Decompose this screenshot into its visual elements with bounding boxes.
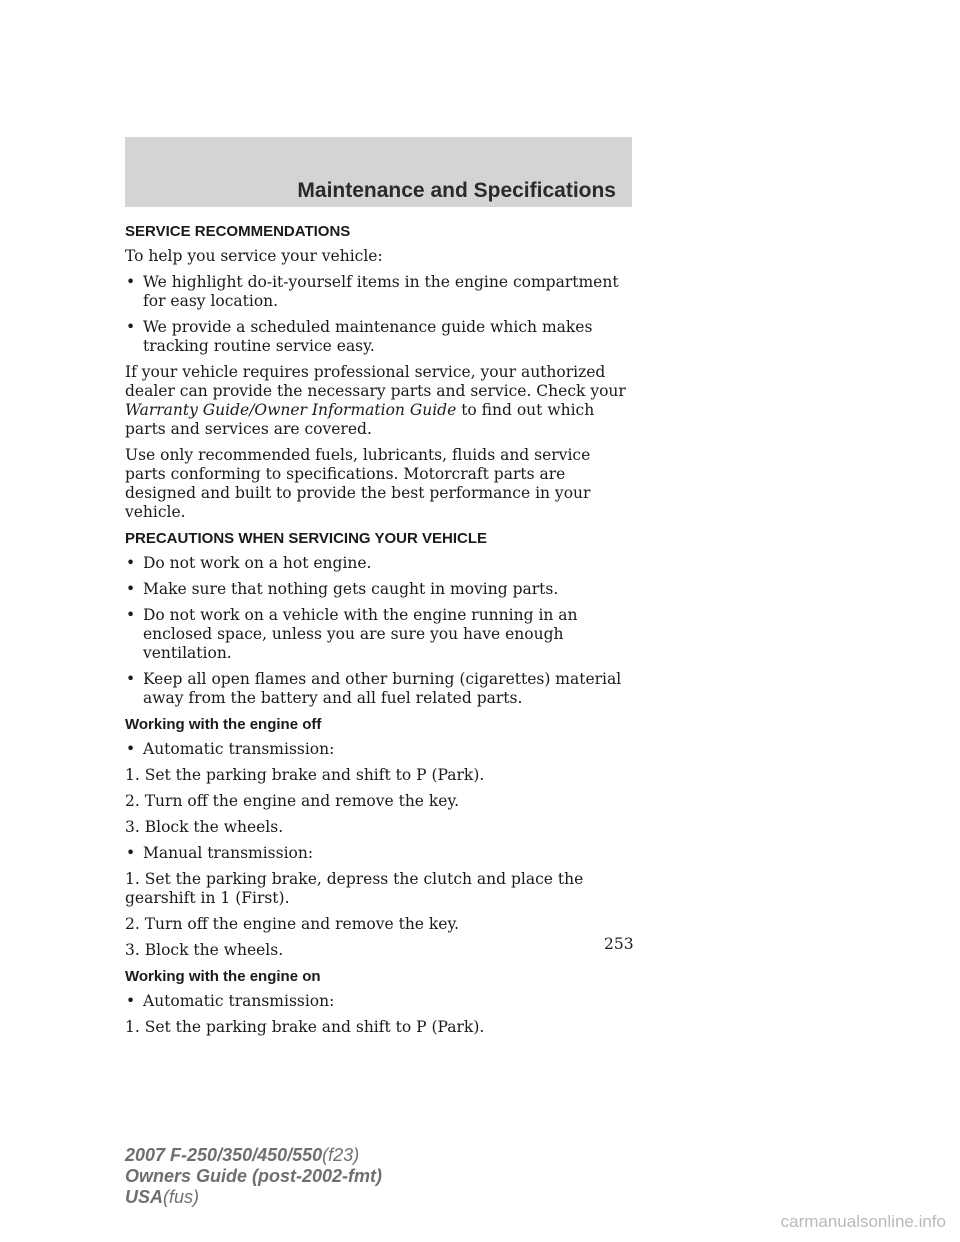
watermark-link[interactable]: carmanualsonline.info <box>780 1212 946 1231</box>
bullet-icon: • <box>126 318 136 336</box>
list-item <box>125 580 632 599</box>
bullet-icon: • <box>126 670 136 688</box>
list-item <box>125 740 632 759</box>
bullet-icon: • <box>126 580 136 598</box>
list-item <box>125 273 632 311</box>
bullet-icon: • <box>126 554 136 572</box>
page-number: 253 <box>604 935 634 953</box>
bullet-icon: • <box>126 740 136 758</box>
section-title: Maintenance and Specifications <box>297 179 616 202</box>
recommended-parts-paragraph: Use only recommended fuels, lubricants, fluids and service parts conforming to specifications. Motorcraft parts are designed and built to provide the best performance in your vehicle. <box>125 446 591 521</box>
bullet-icon: • <box>126 992 136 1010</box>
list-item <box>125 318 632 356</box>
step-item: 2. Turn off the engine and remove the key. <box>125 792 460 810</box>
list-item-text: Keep all open flames and other burning (cigarettes) material away from the battery and all fuel related parts. <box>143 670 622 707</box>
list-item <box>125 992 632 1011</box>
list-item-text: Manual transmission: <box>143 844 314 862</box>
document-footer <box>125 1145 382 1208</box>
step-item: 3. Block the wheels. <box>125 818 284 836</box>
list-item-text: Make sure that nothing gets caught in moving parts. <box>143 580 559 598</box>
list-item-text: Automatic transmission: <box>143 740 335 758</box>
step-item: 3. Block the wheels. <box>125 941 284 959</box>
footer-line <box>125 1145 382 1166</box>
footer-code: (f23) <box>322 1145 360 1165</box>
step-item: 1. Set the parking brake and shift to P (Park). <box>125 766 485 784</box>
list-item <box>125 670 632 708</box>
list-item <box>125 554 632 573</box>
list-item <box>125 606 632 663</box>
list-item-text: We highlight do-it-yourself items in the engine compartment for easy location. <box>143 273 619 310</box>
engine-off-heading: Working with the engine off <box>125 716 322 733</box>
footer-line <box>125 1187 382 1208</box>
step-item: 1. Set the parking brake and shift to P (Park). <box>125 1018 485 1036</box>
service-heading: SERVICE RECOMMENDATIONS <box>125 223 351 240</box>
page-content <box>125 222 632 1044</box>
list-item-text: Do not work on a vehicle with the engine running in an enclosed space, unless you are sure you have enough ventilation. <box>143 606 578 662</box>
footer-market: USA <box>125 1187 164 1207</box>
list-item <box>125 844 632 863</box>
paragraph-text: If your vehicle requires professional service, your authorized dealer can provide the necessary parts and service. Check your <box>125 363 626 400</box>
bullet-icon: • <box>126 844 136 862</box>
engine-on-heading: Working with the engine on <box>125 968 321 985</box>
bullet-icon: • <box>126 606 136 624</box>
list-item-text: Do not work on a hot engine. <box>143 554 372 572</box>
list-item-text: Automatic transmission: <box>143 992 335 1010</box>
precautions-heading: PRECAUTIONS WHEN SERVICING YOUR VEHICLE <box>125 530 487 547</box>
paragraph-text: to find out which parts and services are covered. <box>125 401 595 438</box>
step-item: 1. Set the parking brake, depress the clutch and place the gearshift in 1 (First). <box>125 870 584 907</box>
service-intro: To help you service your vehicle: <box>125 247 383 265</box>
step-item: 2. Turn off the engine and remove the key. <box>125 915 460 933</box>
footer-model: 2007 F-250/350/450/550 <box>125 1145 323 1165</box>
bullet-icon: • <box>126 273 136 291</box>
professional-service-paragraph <box>125 363 632 439</box>
warranty-guide-reference: Warranty Guide/Owner Information Guide <box>125 401 457 419</box>
list-item-text: We provide a scheduled maintenance guide which makes tracking routine service easy. <box>143 318 593 355</box>
footer-guide-name: Owners Guide (post-2002-fmt) <box>125 1166 383 1186</box>
section-header-band <box>125 137 632 207</box>
footer-market-code: (fus) <box>163 1187 200 1207</box>
